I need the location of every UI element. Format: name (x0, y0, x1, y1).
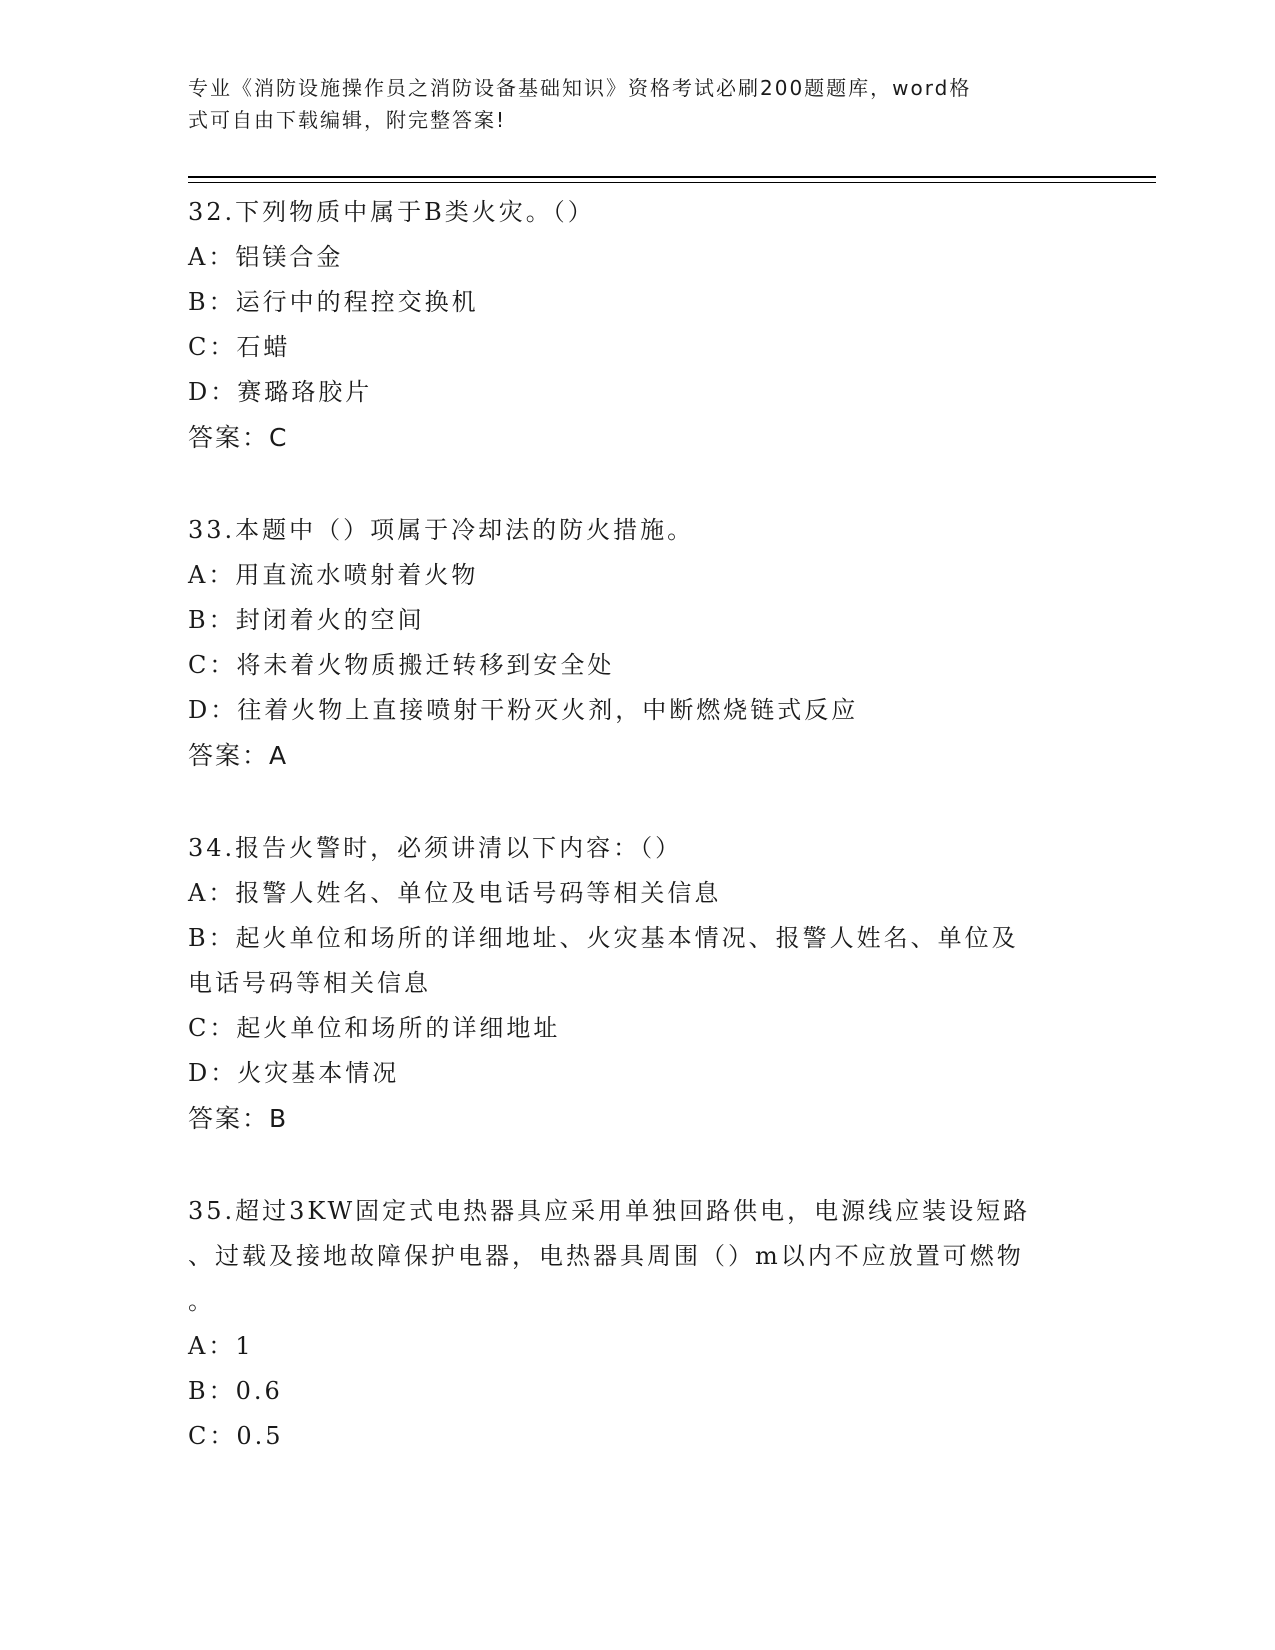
question-33 (188, 508, 1108, 778)
question-stem: 34.报告火警时，必须讲清以下内容：（） (188, 834, 683, 862)
option-a: A：用直流水喷射着火物 (188, 561, 479, 589)
option-d: D：往着火物上直接喷射干粉灭火剂，中断燃烧链式反应 (188, 696, 859, 724)
document-header (188, 72, 1088, 136)
question-stem: 32.下列物质中属于B类火灾。（） (188, 198, 595, 226)
question-35 (188, 1189, 1108, 1459)
question-stem: 33.本题中（）项属于冷却法的防火措施。 (188, 516, 695, 544)
option-b-continued: 电话号码等相关信息 (188, 969, 431, 997)
question-32 (188, 190, 1108, 460)
option-d: D：火灾基本情况 (188, 1059, 400, 1087)
option-b: B：0.6 (188, 1377, 283, 1405)
question-stem-end: 。 (188, 1287, 215, 1315)
option-a: A：铝镁合金 (188, 243, 344, 271)
option-b: B：起火单位和场所的详细地址、火灾基本情况、报警人姓名、单位及 (188, 924, 1019, 952)
option-b: B：封闭着火的空间 (188, 606, 425, 634)
question-stem-continued: 、过载及接地故障保护电器，电热器具周围（）m以内不应放置可燃物 (188, 1242, 1024, 1270)
header-divider-top (188, 176, 1156, 178)
header-divider-bottom (188, 182, 1156, 183)
option-b: B：运行中的程控交换机 (188, 288, 479, 316)
header-line-1: 专业《消防设施操作员之消防设备基础知识》资格考试必刷200题题库，word格 (188, 76, 972, 100)
answer-label: 答案：C (188, 423, 289, 452)
option-a: A：1 (188, 1332, 254, 1360)
answer-label: 答案：A (188, 741, 289, 770)
header-line-2: 式可自由下载编辑，附完整答案! (188, 108, 507, 132)
question-stem: 35.超过3KW固定式电热器具应采用单独回路供电，电源线应装设短路 (188, 1197, 1031, 1225)
question-list (188, 190, 1108, 1507)
option-c: C：将未着火物质搬迁转移到安全处 (188, 651, 615, 679)
option-d: D：赛璐珞胶片 (188, 378, 373, 406)
option-c: C：石蜡 (188, 333, 291, 361)
option-c: C：0.5 (188, 1422, 284, 1450)
answer-label: 答案：B (188, 1104, 289, 1133)
option-c: C：起火单位和场所的详细地址 (188, 1014, 561, 1042)
option-a: A：报警人姓名、单位及电话号码等相关信息 (188, 879, 722, 907)
question-34 (188, 826, 1108, 1141)
